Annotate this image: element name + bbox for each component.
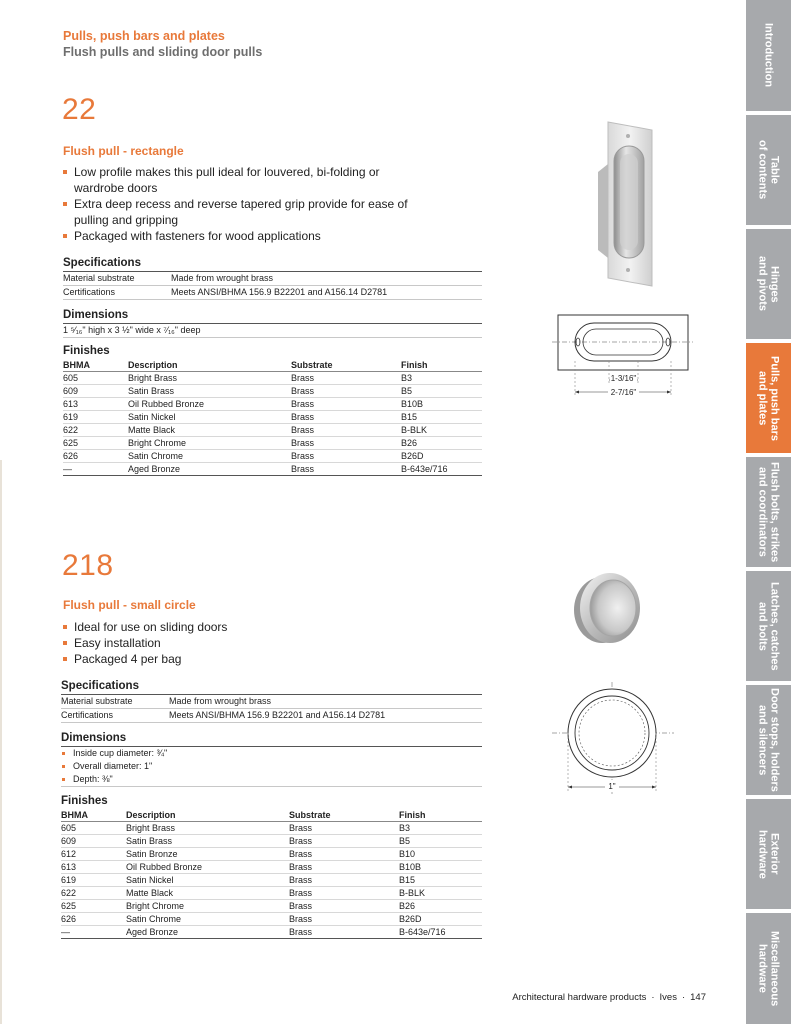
finish-substrate: Brass	[291, 450, 401, 463]
finish-description: Satin Nickel	[126, 874, 289, 887]
spec-key: Material substrate	[63, 273, 135, 283]
finish-code: B10B	[399, 861, 482, 874]
finish-bhma: —	[63, 463, 128, 476]
finish-substrate: Brass	[291, 398, 401, 411]
feature-list	[63, 164, 423, 244]
finish-code: B26D	[401, 450, 482, 463]
col-description: Description	[128, 359, 291, 372]
finishes-heading: Finishes	[63, 345, 110, 357]
product-title: Flush pull - small circle	[63, 598, 196, 612]
dimension-item: Inside cup diameter: ¾"	[61, 747, 482, 760]
spec-row	[63, 286, 482, 300]
section-subcategory: Flush pulls and sliding door pulls	[63, 45, 263, 59]
finish-code: B3	[401, 372, 482, 385]
dimensions-heading: Dimensions	[61, 731, 482, 747]
feature-item: Packaged 4 per bag	[63, 651, 423, 667]
finish-substrate: Brass	[289, 874, 399, 887]
finish-row	[61, 835, 482, 848]
finish-row	[63, 398, 482, 411]
specifications-heading: Specifications	[63, 256, 482, 272]
dimensions-section	[61, 731, 482, 787]
finish-description: Satin Brass	[128, 385, 291, 398]
finish-substrate: Brass	[289, 835, 399, 848]
footer-brand: Ives	[659, 992, 677, 1003]
finish-substrate: Brass	[291, 463, 401, 476]
finish-bhma: 622	[63, 424, 128, 437]
finish-code: B-BLK	[401, 424, 482, 437]
finish-code: B10	[399, 848, 482, 861]
feature-item: Easy installation	[63, 635, 423, 651]
spec-key: Certifications	[61, 710, 114, 720]
finish-bhma: 625	[61, 900, 126, 913]
tab-pulls-push-bars-and-plates[interactable]	[746, 343, 791, 453]
finish-row	[63, 437, 482, 450]
finish-description: Bright Brass	[126, 822, 289, 835]
finish-row	[61, 861, 482, 874]
finish-substrate: Brass	[289, 848, 399, 861]
finish-bhma: 619	[63, 411, 128, 424]
col-substrate: Substrate	[291, 359, 401, 372]
spec-value: Meets ANSI/BHMA 156.9 B22201 and A156.14 D2781	[171, 287, 388, 297]
finish-code: B15	[401, 411, 482, 424]
tab-label: Introduction	[762, 23, 775, 88]
finishes-section	[61, 794, 482, 939]
finish-description: Satin Chrome	[128, 450, 291, 463]
tab-latches-catches-and-bolts[interactable]	[746, 571, 791, 681]
col-bhma: BHMA	[61, 809, 126, 822]
finish-bhma: 626	[61, 913, 126, 926]
product-model-number: 218	[62, 549, 114, 582]
product-model-number: 22	[62, 93, 97, 126]
finish-substrate: Brass	[291, 372, 401, 385]
finish-substrate: Brass	[289, 822, 399, 835]
page-number: 147	[690, 992, 706, 1003]
tab-label: Miscellaneous hardware	[756, 930, 781, 1007]
tab-hinges-and-pivots[interactable]	[746, 229, 791, 339]
finish-description: Satin Brass	[126, 835, 289, 848]
dimension-item: Depth: ⅜"	[61, 773, 482, 786]
finish-code: B-643e/716	[399, 926, 482, 939]
tab-label: Exterior hardware	[756, 829, 781, 879]
finish-substrate: Brass	[291, 411, 401, 424]
finish-row	[61, 900, 482, 913]
specifications-section	[61, 679, 482, 723]
finish-row	[61, 822, 482, 835]
finish-code: B15	[399, 874, 482, 887]
finish-bhma: 609	[61, 835, 126, 848]
finish-code: B-BLK	[399, 887, 482, 900]
spec-value: Made from wrought brass	[171, 273, 274, 283]
tab-introduction[interactable]	[746, 0, 791, 111]
finishes-header-row	[61, 809, 482, 822]
spec-value: Made from wrought brass	[169, 696, 272, 706]
finish-bhma: 613	[63, 398, 128, 411]
tab-label: Flush bolts, strikes and coordinators	[756, 461, 781, 563]
finish-bhma: —	[61, 926, 126, 939]
finish-code: B10B	[401, 398, 482, 411]
product-photo-circle-pull	[566, 568, 646, 648]
technical-drawing-circle-pull	[552, 682, 674, 794]
specifications-heading: Specifications	[61, 679, 482, 695]
section-nav-tabs	[746, 0, 791, 1024]
section-category: Pulls, push bars and plates	[63, 29, 225, 43]
finish-bhma: 619	[61, 874, 126, 887]
finish-row	[63, 424, 482, 437]
finish-description: Satin Chrome	[126, 913, 289, 926]
finish-substrate: Brass	[289, 926, 399, 939]
finish-code: B26	[399, 900, 482, 913]
finish-description: Matte Black	[126, 887, 289, 900]
finish-substrate: Brass	[291, 385, 401, 398]
finish-bhma: 613	[61, 861, 126, 874]
finish-bhma: 612	[61, 848, 126, 861]
finish-substrate: Brass	[289, 861, 399, 874]
finish-row	[61, 913, 482, 926]
finish-code: B3	[399, 822, 482, 835]
dimensions-list	[61, 747, 482, 787]
dimension-label: 2-7/16"	[610, 388, 637, 397]
tab-label: Latches, catches and bolts	[756, 581, 781, 671]
finish-row	[63, 450, 482, 463]
left-edge-rule	[0, 460, 2, 1024]
feature-item: Packaged with fasteners for wood applications	[63, 228, 423, 244]
finish-row	[61, 926, 482, 939]
finishes-section	[63, 344, 482, 476]
finish-description: Oil Rubbed Bronze	[128, 398, 291, 411]
finish-code: B26	[401, 437, 482, 450]
col-finish: Finish	[401, 359, 482, 372]
feature-list	[63, 619, 423, 667]
dimension-label: 1-3/16"	[610, 374, 637, 383]
finish-substrate: Brass	[289, 900, 399, 913]
spec-row	[61, 709, 482, 723]
finish-code: B-643e/716	[401, 463, 482, 476]
finish-bhma: 625	[63, 437, 128, 450]
tab-exterior-hardware[interactable]	[746, 799, 791, 909]
col-substrate: Substrate	[289, 809, 399, 822]
finishes-heading: Finishes	[61, 795, 108, 807]
tab-label: Hinges and pivots	[756, 256, 781, 312]
page-footer: Architectural hardware products · Ives · 147	[512, 992, 706, 1003]
finish-description: Satin Bronze	[126, 848, 289, 861]
dimensions-section	[63, 308, 482, 338]
finishes-header-row	[63, 359, 482, 372]
finish-bhma: 622	[61, 887, 126, 900]
finish-row	[63, 372, 482, 385]
feature-item: Ideal for use on sliding doors	[63, 619, 423, 635]
finish-substrate: Brass	[291, 437, 401, 450]
col-bhma: BHMA	[63, 359, 128, 372]
dimensions-heading: Dimensions	[63, 308, 482, 324]
tab-label: Door stops, holders and silencers	[756, 688, 781, 792]
finish-code: B26D	[399, 913, 482, 926]
finish-row	[63, 411, 482, 424]
finish-description: Aged Bronze	[128, 463, 291, 476]
col-description: Description	[126, 809, 289, 822]
product-photo-rectangle-pull	[594, 120, 656, 288]
finish-substrate: Brass	[289, 913, 399, 926]
finish-code: B5	[401, 385, 482, 398]
finish-substrate: Brass	[291, 424, 401, 437]
col-finish: Finish	[399, 809, 482, 822]
feature-item: Extra deep recess and reverse tapered grip provide for ease of pulling and gripping	[63, 196, 423, 228]
finish-bhma: 626	[63, 450, 128, 463]
finish-substrate: Brass	[289, 887, 399, 900]
tab-door-stops-holders-and-silencers[interactable]	[746, 685, 791, 795]
tab-flush-bolts-strikes-and-coordinators[interactable]	[746, 457, 791, 567]
finishes-table	[63, 359, 482, 476]
specifications-section	[63, 256, 482, 300]
spec-key: Material substrate	[61, 696, 133, 706]
finish-code: B5	[399, 835, 482, 848]
finish-row	[61, 874, 482, 887]
finishes-table	[61, 809, 482, 939]
spec-value: Meets ANSI/BHMA 156.9 B22201 and A156.14 D2781	[169, 710, 386, 720]
spec-row	[63, 272, 482, 286]
tab-table-of-contents[interactable]	[746, 115, 791, 225]
finish-bhma: 609	[63, 385, 128, 398]
spec-row	[61, 695, 482, 709]
finish-description: Oil Rubbed Bronze	[126, 861, 289, 874]
footer-text: Architectural hardware products	[512, 992, 647, 1003]
finish-description: Bright Chrome	[126, 900, 289, 913]
finish-description: Bright Chrome	[128, 437, 291, 450]
finish-description: Bright Brass	[128, 372, 291, 385]
tab-label: Pulls, push bars and plates	[756, 355, 781, 441]
technical-drawing-rectangle-pull	[550, 310, 695, 402]
tab-label: Table of contents	[756, 140, 781, 200]
product-title: Flush pull - rectangle	[63, 144, 184, 158]
spec-key: Certifications	[63, 287, 116, 297]
finish-bhma: 605	[61, 822, 126, 835]
dimension-label: 1"	[608, 782, 616, 791]
feature-item: Low profile makes this pull ideal for louvered, bi-folding or wardrobe doors	[63, 164, 423, 196]
finish-row	[61, 848, 482, 861]
finish-description: Aged Bronze	[126, 926, 289, 939]
dimensions-value: 1 ⁵⁄₁₆" high x 3 ½" wide x ⁷⁄₁₆" deep	[63, 324, 482, 338]
finish-row	[61, 887, 482, 900]
finish-bhma: 605	[63, 372, 128, 385]
tab-miscellaneous-hardware[interactable]	[746, 913, 791, 1024]
finish-description: Matte Black	[128, 424, 291, 437]
dimension-item: Overall diameter: 1"	[61, 760, 482, 773]
finish-row	[63, 385, 482, 398]
finish-row	[63, 463, 482, 476]
finish-description: Satin Nickel	[128, 411, 291, 424]
